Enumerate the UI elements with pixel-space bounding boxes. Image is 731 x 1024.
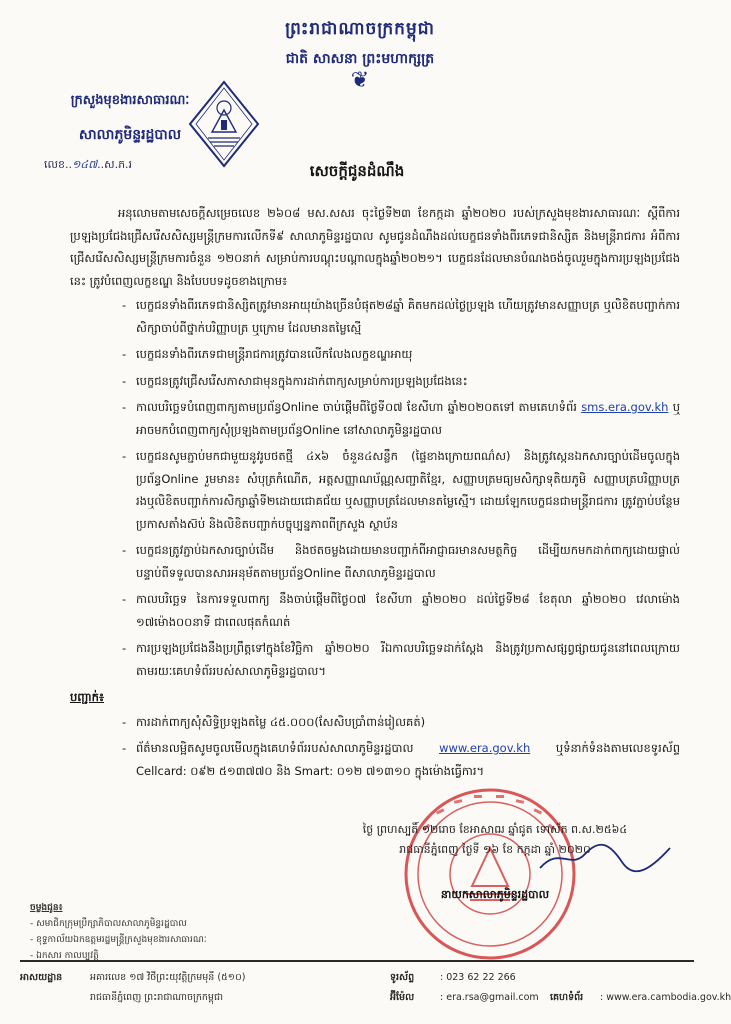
intro-paragraph: អនុលោមតាមសេចក្តីសម្រេចលេខ ២៦០៨ មស.សសរ ចុះថ្ងៃទី២៣ ខែកក្កដា ឆ្នាំ២០២០ របស់ក្រសួងមុខងារសាធារណៈ ស្តីពីការប្រឡងប្រជែងជ្រើសរើសសិស្សមន្ត្រីក្រមការលើកទី៩ សាលាភូមិន្ទរដ្ឋបាល សូមជូនដំណឹងដល់បេក្ខជនទាំងពីរភេទជានិស្សិត និងមន្ត្រីរាជការ អំពីការជ្រើសរើសសិស្សមន្ត្រីក្រមការចំនួន ១២០នាក់ សម្រាប់ការបណ្តុះបណ្តាលក្នុងឆ្នាំ២០២១។ បេក្ខជនដែលមានបំណងចង់ចូលរួមក្នុងការប្រឡងប្រជែងនេះ ត្រូវបំពេញលក្ខខណ្ឌ និងបែបបទដូចខាងក្រោម៖ (70, 206, 680, 288)
ref-label: លេខ (44, 158, 65, 171)
handwritten-signature-icon (530, 840, 680, 876)
list-item: - ការដាក់ពាក្យសុំសិទ្ធិប្រឡងតម្លៃ ៤៥.០០០(សែសិបប្រាំពាន់រៀលគត់) (122, 714, 426, 729)
sms-era-link[interactable]: sms.era.gov.kh (581, 400, 669, 414)
school-emblem-icon (188, 80, 260, 168)
website-url: : www.era.cambodia.gov.kh (600, 992, 731, 1003)
list-item: - បេក្ខជនទាំងពីរភេទជានិស្សិតត្រូវមានអាយុយ៉ាងច្រើនបំផុត២៨ឆ្នាំ គិតមកដល់ថ្ងៃប្រឡង ហើយត្រូវមានសញ្ញាបត្រ ឬលិខិតបញ្ជាក់ការសិក្សាចាប់ពីថ្នាក់បរិញ្ញាបត្រ ឬក្រោម ដែលមានតម្លៃស្មើ (122, 298, 680, 335)
list-item: - កាលបរិច្ឆេទ នៃការទទួលពាក្យ នឹងចាប់ផ្តើមពីថ្ងៃ០៧ ខែសីហា ឆ្នាំ២០២០ ដល់ថ្ងៃទី២៨ ខែតុលា ឆ្នាំ២០២០ វេលាម៉ោង ១៧ម៉ោង០០នាទី ជាពេលផុតកំណត់ (122, 592, 680, 629)
conditions-list (70, 294, 680, 682)
email-address: : era.rsa@gmail.com (440, 992, 539, 1003)
list-item: - បេក្ខជនត្រូវភ្ជាប់ឯកសារច្បាប់ដើម និងថតចម្លងដោយមានបញ្ជាក់ពីអាជ្ញាធរមានសមត្ថកិច្ច ដើម្បីយកមកដាក់ពាក្យដោយផ្ទាល់ បន្ទាប់ពីទទួលបានសារអនុម័តតាមប្រព័ន្ធOnline ពីសាលាភូមិន្ទរដ្ឋបាល (122, 543, 680, 580)
address-line-2: រាជធានីភ្នំពេញ ព្រះរាជាណាចក្រកម្ពុជា (90, 992, 223, 1003)
email-label: អ៊ីម៉ែល (390, 992, 415, 1003)
document-body (70, 202, 680, 786)
list-item: - ខុទ្ទកាល័យឯកឧត្តមរដ្ឋមន្ត្រីក្រសួងមុខងារសាធារណៈ (30, 935, 207, 945)
notes-list (70, 711, 680, 783)
list-item: - ការប្រឡងប្រជែងនឹងប្រព្រឹត្តទៅក្នុងខែវិច្ឆិកា ឆ្នាំ២០២០ រីឯកាលបរិច្ឆេទដាក់ស្តែង និងត្រូវប្រកាសផ្សព្វផ្សាយជូននៅពេលក្រោយតាមរយៈគេហទំព័ររបស់សាលាភូមិន្ទរដ្ឋបាល។ (122, 641, 680, 678)
recipients-heading: ចម្លងជូន៖ (30, 903, 63, 913)
ref-number: ១៤៧ (71, 158, 98, 171)
list-item: - ឯកសារ កាលប្បវត្តិ (30, 951, 99, 961)
office-name: សាលាភូមិន្ទរដ្ឋបាល (78, 127, 182, 143)
list-item: - បេក្ខជនទាំងពីរភេទជាមន្ត្រីរាជការត្រូវបានលើកលែងលក្ខខណ្ឌអាយុ (122, 347, 413, 361)
lunar-date: ថ្ងៃ ព្រហស្បតិ៍ ១២រោច ខែអាសាឍ ឆ្នាំជូត ទោស័ក ព.ស.២៥៦៤ (362, 823, 628, 836)
kingdom-heading (230, 18, 490, 93)
solar-date: រាជធានីភ្នំពេញ ថ្ងៃទី ១៦ ខែ កក្កដា ឆ្នាំ ២០២០ (399, 843, 591, 856)
ref-suffix: ស.ភ.រ (104, 158, 133, 171)
document-title: សេចក្តីជូនដំណឹង (309, 162, 405, 180)
notes-heading: បញ្ជាក់៖ (70, 690, 105, 704)
footer (20, 960, 731, 1008)
list-item: - បេក្ខជនត្រូវជ្រើសរើសភាសាជាមុនក្នុងការដាក់ពាក្យសម្រាប់ការប្រឡងប្រជែងនេះ (122, 373, 468, 388)
address-label: អាសយដ្ឋាន (20, 972, 63, 983)
list-item: - ព័ត៌មានលម្អិតសូមចូលមើលក្នុងគេហទំព័ររបស់សាលាភូមិន្ទរដ្ឋបាល www.era.gov.kh ឬទំនាក់ទំនងតាមលេខទូរស័ព្ទ Cellcard: ០៩២ ៥១៣៧៧០ និង Smart: ០១២ ៧១៣១០ ក្នុងម៉ោងធ្វើការ។ (122, 741, 681, 778)
recipients-block (30, 900, 330, 964)
website-label: គេហទំព័រ (550, 992, 584, 1003)
national-motto: ជាតិ សាសនា ព្រះមហាក្សត្រ (285, 51, 435, 67)
address-line-1: អគារលេខ ១៧ វិថីព្រះយុវត្តិក្រមមុនី (៥១០) (90, 972, 246, 983)
kingdom-name: ព្រះរាជាណាចក្រកម្ពុជា (285, 19, 435, 39)
signatory-title: នាយកសាលាភូមិន្ទរដ្ឋបាល (440, 888, 550, 901)
ornament-divider: ❦ (350, 68, 370, 93)
era-website-link[interactable]: www.era.gov.kh (439, 741, 531, 755)
list-item: - កាលបរិច្ឆេទបំពេញពាក្យតាមប្រព័ន្ធOnline ចាប់ផ្តើមពីថ្ងៃទី០៧ ខែសីហា ឆ្នាំ២០២០តទៅ តាមគេហទំព័រ sms.era.gov.kh ឬអាចមកបំពេញពាក្យសុំប្រឡងតាមប្រព័ន្ធOnline នៅសាលាភូមិន្ទរដ្ឋបាល (122, 400, 680, 437)
reference-number: លេខ..១៤៧..ស.ភ.រ (44, 158, 133, 171)
list-item: - សមាជិកក្រុមប្រឹក្សាភិបាលសាលាភូមិន្ទរដ្ឋបាល (30, 919, 187, 929)
list-item: - បេក្ខជនសូមភ្ជាប់មកជាមួយនូវរូបថតថ្មី ៤x៦ ចំនួន៤សន្លឹក (ផ្ទៃខាងក្រោយពណ៌ស) និងត្រូវស្កេនឯកសារច្បាប់ដើមចូលក្នុងប្រព័ន្ធOnline រួមមាន៖ សំបុត្រកំណើត, អត្តសញ្ញាណប័ណ្ណសញ្ជាតិខ្មែរ, សញ្ញាបត្រមធ្យមសិក្សាទុតិយភូមិ សញ្ញាបត្របរិញ្ញាបត្ររងឬលិខិតបញ្ជាក់ការសិក្សាឆ្នាំទី២ដោយជោគជ័យ ឬសញ្ញាបត្រដែលមានតម្លៃស្មើ។ ដោយឡែកបេក្ខជនជាមន្ត្រីរាជការ ត្រូវភ្ជាប់បន្ថែមប្រកាសតាំងស៊ប់ និងលិខិតបញ្ជាក់បច្ចុប្បន្នភាពពីក្រសួង ស្ថាប័ន (122, 449, 680, 531)
phone-number: : 023 62 22 266 (440, 972, 516, 983)
phone-label: ទូរស័ព្ទ (390, 972, 415, 983)
ministry-name: ក្រសួងមុខងារសាធារណៈ (70, 93, 190, 108)
